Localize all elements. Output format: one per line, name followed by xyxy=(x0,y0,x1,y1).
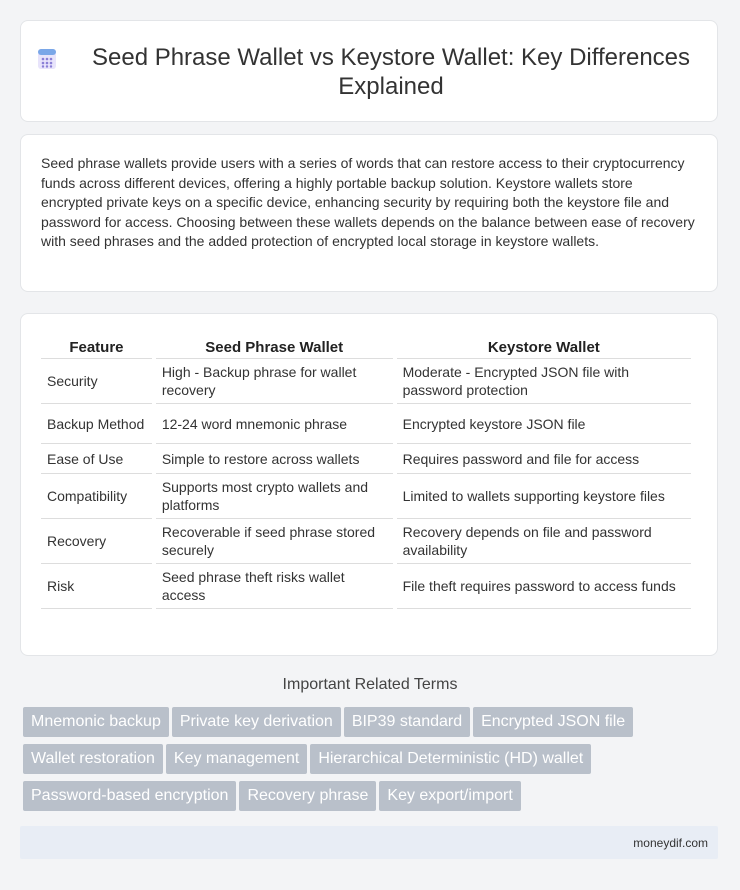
table-row xyxy=(41,474,691,519)
comparison-table xyxy=(37,334,695,609)
term-tag[interactable]: Encrypted JSON file xyxy=(473,707,633,737)
footer-site[interactable]: moneydif.com xyxy=(633,836,708,850)
related-terms-heading: Important Related Terms xyxy=(282,676,458,693)
term-tag[interactable]: Mnemonic backup xyxy=(23,707,169,737)
title-card xyxy=(20,20,718,122)
cell-feature: Security xyxy=(41,359,152,404)
term-tag[interactable]: Wallet restoration xyxy=(23,744,163,774)
related-terms-list xyxy=(23,707,723,818)
term-tag[interactable]: Key export/import xyxy=(379,781,520,811)
cell-seed: High - Backup phrase for wallet recovery xyxy=(156,359,393,404)
cell-feature: Backup Method xyxy=(41,404,152,444)
term-tag[interactable]: Hierarchical Deterministic (HD) wallet xyxy=(310,744,591,774)
cell-feature: Ease of Use xyxy=(41,444,152,474)
cell-keystore: Moderate - Encrypted JSON file with password protection xyxy=(397,359,691,404)
cell-seed: Supports most crypto wallets and platforms xyxy=(156,474,393,519)
header-feature: Feature xyxy=(41,334,152,359)
cell-keystore: Requires password and file for access xyxy=(397,444,691,474)
cell-keystore: Encrypted keystore JSON file xyxy=(397,404,691,444)
term-tag[interactable]: BIP39 standard xyxy=(344,707,470,737)
cell-keystore: Recovery depends on file and password availability xyxy=(397,519,691,564)
table-row xyxy=(41,519,691,564)
cell-feature: Recovery xyxy=(41,519,152,564)
term-tag[interactable]: Private key derivation xyxy=(172,707,341,737)
page-title: Seed Phrase Wallet vs Keystore Wallet: Key Differences Explained xyxy=(91,44,691,100)
table-header-row xyxy=(41,334,691,359)
cell-seed: Recoverable if seed phrase stored securely xyxy=(156,519,393,564)
cell-seed: Simple to restore across wallets xyxy=(156,444,393,474)
cell-seed: Seed phrase theft risks wallet access xyxy=(156,564,393,609)
calculator-icon xyxy=(35,47,59,71)
term-tag[interactable]: Password-based encryption xyxy=(23,781,236,811)
cell-keystore: File theft requires password to access funds xyxy=(397,564,691,609)
header-seed-phrase: Seed Phrase Wallet xyxy=(156,334,393,359)
table-row xyxy=(41,564,691,609)
header-keystore: Keystore Wallet xyxy=(397,334,691,359)
table-row xyxy=(41,359,691,404)
cell-feature: Risk xyxy=(41,564,152,609)
term-tag[interactable]: Key management xyxy=(166,744,307,774)
cell-keystore: Limited to wallets supporting keystore files xyxy=(397,474,691,519)
table-row xyxy=(41,444,691,474)
summary-card xyxy=(20,134,718,292)
footer xyxy=(20,826,718,859)
term-tag[interactable]: Recovery phrase xyxy=(239,781,376,811)
cell-feature: Compatibility xyxy=(41,474,152,519)
summary-text: Seed phrase wallets provide users with a series of words that can restore access to their cryptocurrency funds across different devices, offering a highly portable backup solution. Keystore wallets store encrypted private keys on a specific device, enhancing security by requiring both the keystore file and password for access. Choosing between these wallets depends on the balance between ease of recovery with seed phrases and the added protection of encrypted local storage in keystore wallets. xyxy=(41,155,695,249)
comparison-card xyxy=(20,313,718,656)
cell-seed: 12-24 word mnemonic phrase xyxy=(156,404,393,444)
table-row xyxy=(41,404,691,444)
